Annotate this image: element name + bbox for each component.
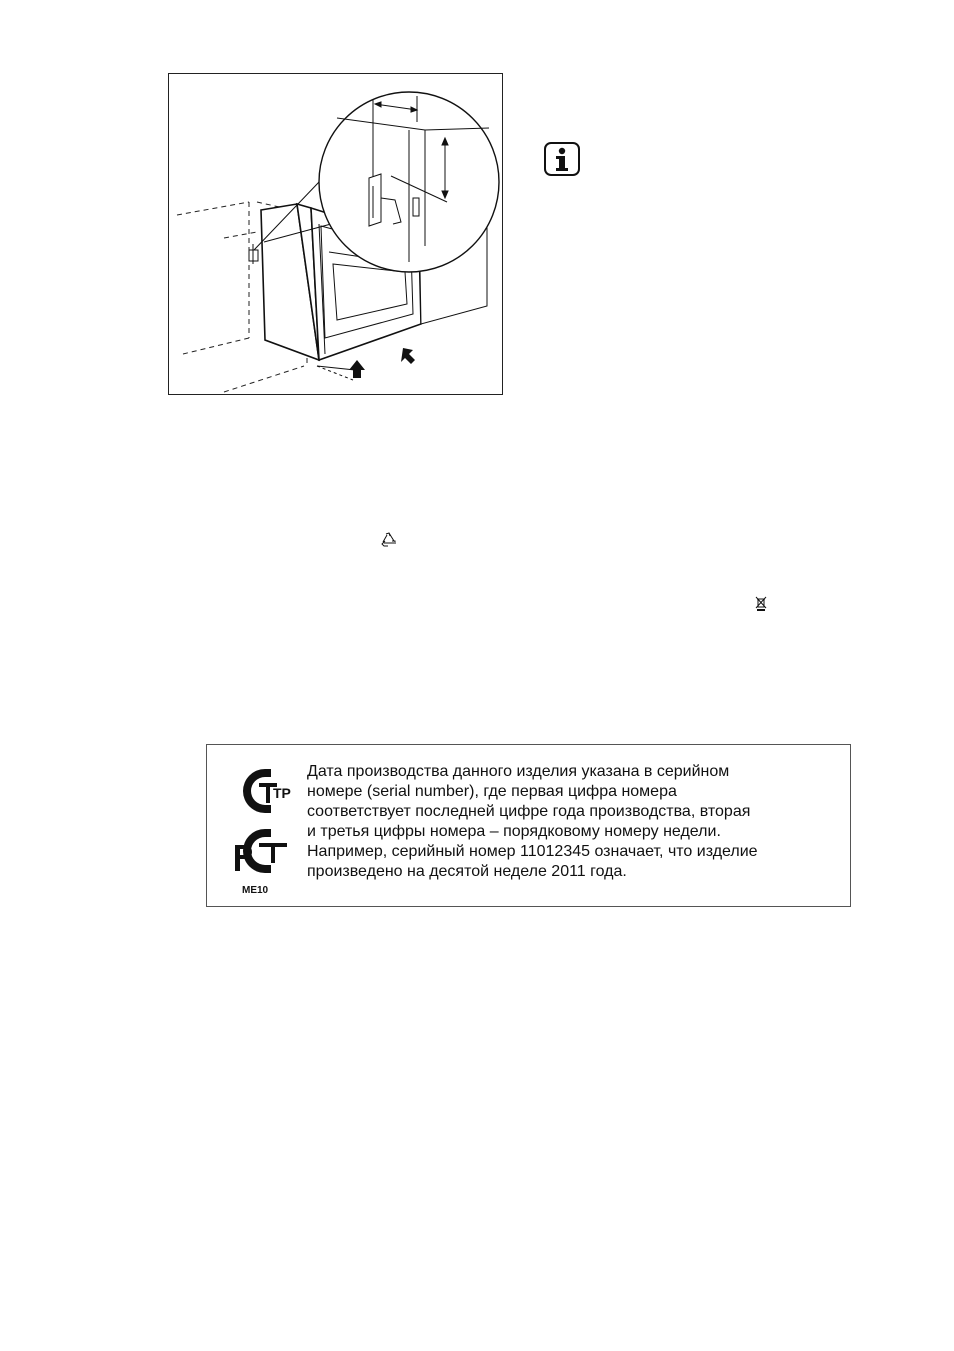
certification-code: ME10 bbox=[242, 885, 269, 896]
crossed-bin-icon bbox=[755, 596, 767, 612]
serial-number-explanation bbox=[307, 762, 842, 882]
eac-tr-certification-mark bbox=[229, 759, 299, 885]
svg-text:TP: TP bbox=[273, 785, 291, 801]
info-icon bbox=[544, 142, 580, 176]
notice-line: соответствует последней цифре года производства, вторая bbox=[307, 803, 751, 820]
notice-line: произведено на десятой неделе 2011 года. bbox=[307, 863, 627, 880]
notice-line: Дата производства данного изделия указана в серийном bbox=[307, 763, 730, 780]
notice-line: и третья цифры номера – порядковому номеру недели. bbox=[307, 823, 721, 840]
notice-line: Например, серийный номер 11012345 означает, что изделие bbox=[307, 843, 758, 860]
certification-logos bbox=[229, 759, 299, 899]
recycle-icon bbox=[380, 531, 398, 549]
serial-number-notice-box bbox=[206, 744, 851, 907]
notice-line: номере (serial number), где первая цифра номера bbox=[307, 783, 677, 800]
oven-installation-drawing bbox=[169, 74, 504, 396]
pct-certification-mark bbox=[235, 829, 287, 873]
installation-illustration bbox=[168, 73, 503, 395]
